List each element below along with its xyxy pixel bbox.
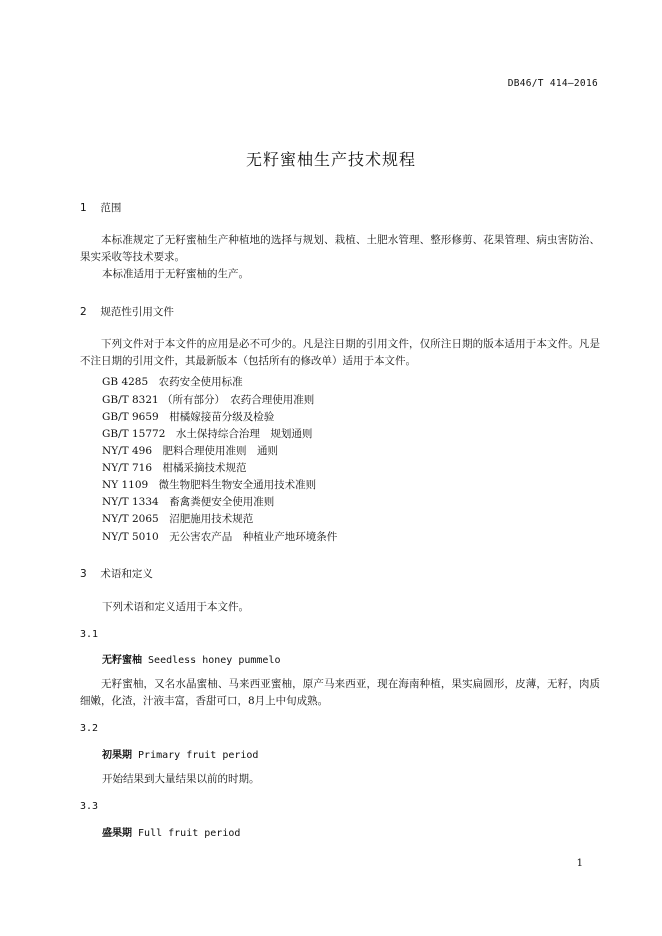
section-2-heading: [80, 304, 174, 319]
reference-item: GB/T 9659 柑橘嫁接苗分级及检验: [102, 411, 275, 423]
term-number: 3.2: [80, 723, 99, 734]
document-number: DB46/T 414—2016: [507, 78, 598, 89]
term-chinese: 无籽蜜柚: [102, 655, 142, 666]
page-title: 无籽蜜柚生产技术规程: [245, 150, 416, 169]
section-1-paragraph-2: 本标准适用于无籽蜜柚的生产。: [102, 268, 249, 280]
term-definition: 开始结果到大量结果以前的时期。: [102, 773, 260, 785]
reference-item: GB/T 8321 （所有部分） 农药合理使用准则: [102, 394, 315, 406]
reference-item: NY/T 716 柑橘采摘技术规范: [102, 462, 247, 474]
section-1-paragraph-1: 本标准规定了无籽蜜柚生产种植地的选择与规划、栽植、土肥水管理、整形修剪、花果管理、病虫害防治、果实采收等技术要求。: [80, 234, 600, 263]
term-number: 3.3: [80, 801, 99, 812]
page-number: 1: [576, 858, 583, 869]
term-english: Seedless honey pummelo: [148, 655, 281, 666]
reference-item: NY/T 5010 无公害农产品 种植业产地环境条件: [102, 531, 338, 543]
section-1-heading: [80, 200, 121, 215]
term-heading: [102, 651, 280, 666]
term-chinese: 初果期: [102, 750, 132, 761]
section-3-intro: 下列术语和定义适用于本文件。: [102, 601, 249, 613]
term-english: Full fruit period: [138, 828, 241, 839]
section-2-paragraph-1: 下列文件对于本文件的应用是必不可少的。凡是注日期的引用文件，仅所注日期的版本适用于本文件。凡是不注日期的引用文件，其最新版本（包括所有的修改单）适用于本文件。: [80, 338, 600, 367]
section-title: 术语和定义: [100, 568, 153, 580]
section-number: 3: [80, 568, 87, 580]
section-number: 2: [80, 306, 87, 318]
reference-item: NY/T 2065 沼肥施用技术规范: [102, 513, 254, 525]
reference-item: GB/T 15772 水土保持综合治理 规划通则: [102, 428, 313, 440]
section-number: 1: [80, 202, 87, 214]
reference-item: NY 1109 微生物肥料生物安全通用技术准则: [102, 479, 317, 491]
term-english: Primary fruit period: [138, 750, 259, 761]
section-3-heading: [80, 566, 153, 581]
reference-item: NY/T 496 肥料合理使用准则 通则: [102, 445, 279, 457]
reference-item: NY/T 1334 畜禽粪便安全使用准则: [102, 496, 275, 508]
section-title: 规范性引用文件: [100, 306, 174, 318]
term-definition: 无籽蜜柚，又名水晶蜜柚、马来西亚蜜柚，原产马来西亚，现在海南种植，果实扁圆形，皮薄，无籽，肉质细嫩，化渣，汁液丰富，香甜可口，8月上中旬成熟。: [80, 678, 600, 707]
section-title: 范围: [100, 202, 122, 214]
term-number: 3.1: [80, 629, 99, 640]
term-chinese: 盛果期: [102, 828, 132, 839]
reference-item: GB 4285 农药安全使用标准: [102, 376, 243, 388]
term-heading: [102, 746, 258, 761]
term-heading: [102, 824, 240, 839]
